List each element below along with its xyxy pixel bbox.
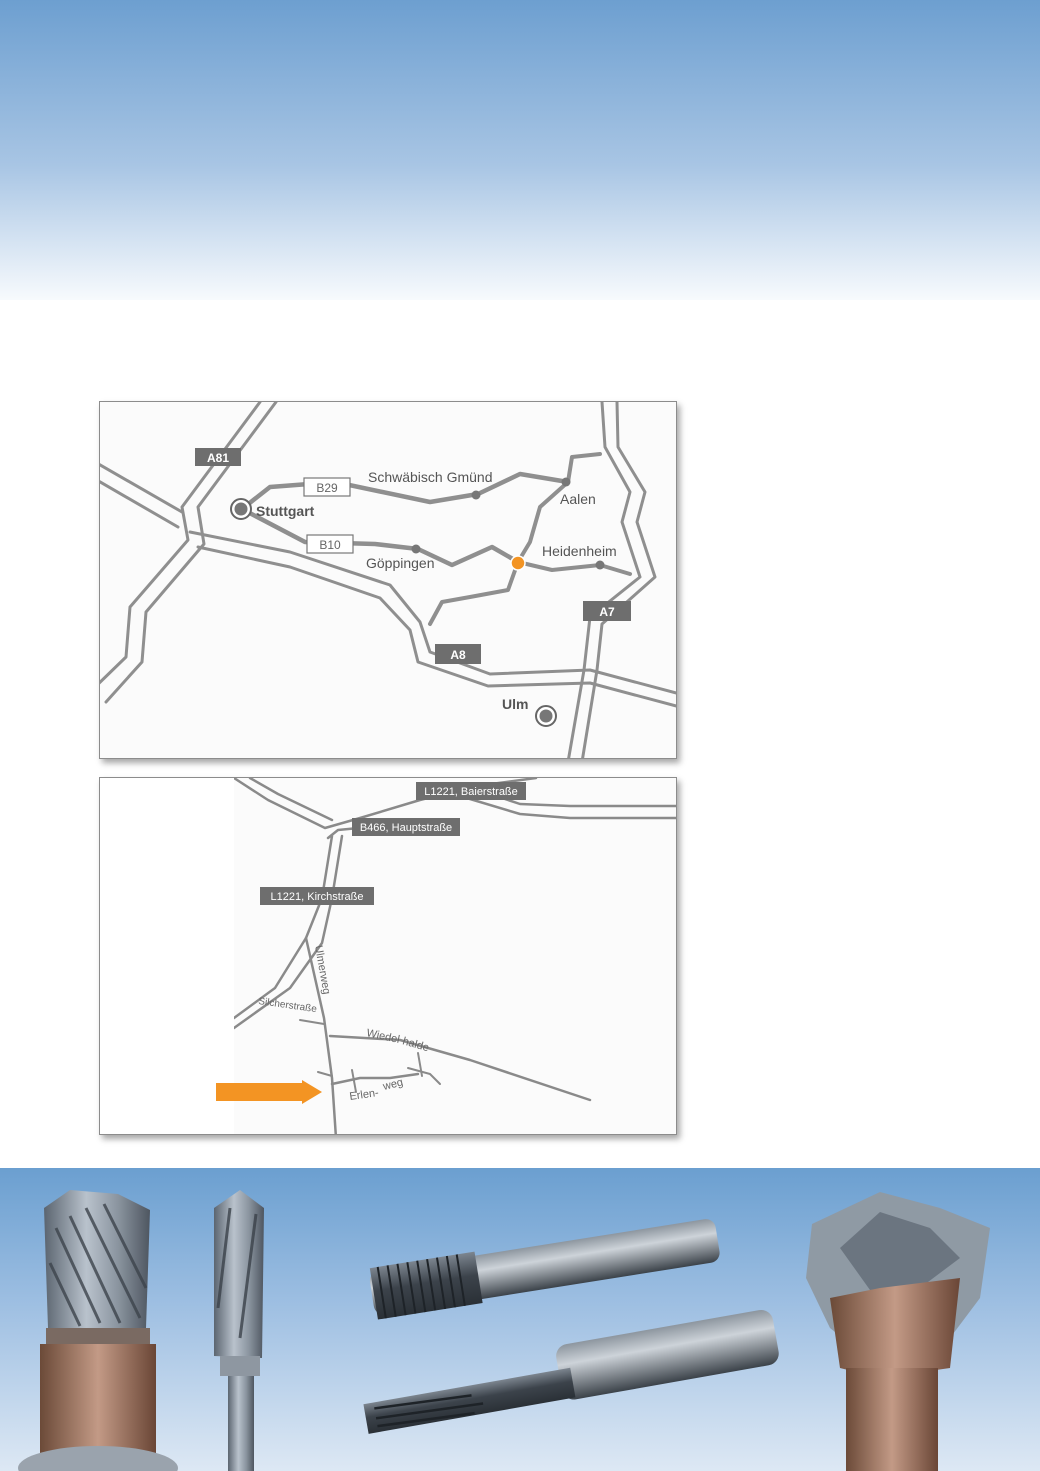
shield-baierstrasse xyxy=(416,782,526,800)
label-wiedel: Wiedel xyxy=(365,1027,401,1046)
label-heidenheim: Heidenheim xyxy=(542,543,617,559)
photo-burr-cutter xyxy=(18,1190,178,1471)
label-silcherstrasse: Silcherstraße xyxy=(257,996,318,1016)
shield-b10 xyxy=(307,535,353,553)
header-gradient-band xyxy=(0,0,1040,300)
label-schwaebisch-gmuend: Schwäbisch Gmünd xyxy=(368,469,493,485)
label-halde: halde xyxy=(401,1035,431,1055)
street-erlenweg xyxy=(332,1074,418,1084)
label-goeppingen: Göppingen xyxy=(366,555,435,571)
shield-kirchstrasse xyxy=(260,887,374,905)
label-aalen: Aalen xyxy=(560,491,596,507)
photo-drill-bit xyxy=(214,1190,264,1471)
label-ulm: Ulm xyxy=(502,696,529,712)
stuttgart-city-marker xyxy=(231,499,251,519)
svg-text:B466, Hauptstraße: B466, Hauptstraße xyxy=(359,822,453,834)
location-arrow xyxy=(216,1080,322,1104)
local-map-canvas xyxy=(100,778,676,1134)
motorway-a81-line xyxy=(100,402,276,702)
photo-end-mill xyxy=(806,1192,990,1471)
company-location-marker xyxy=(511,556,525,570)
shield-b29 xyxy=(304,478,350,496)
svg-text:L1221, Kirchstraße: L1221, Kirchstraße xyxy=(270,891,364,903)
label-weg: weg xyxy=(381,1076,405,1093)
svg-text:A81: A81 xyxy=(206,451,230,465)
shield-a8 xyxy=(435,644,481,664)
shield-a81 xyxy=(195,448,241,466)
ulm-city-marker xyxy=(536,706,556,726)
label-ulmerweg: Ulmerweg xyxy=(312,944,333,996)
label-erlen: Erlen- xyxy=(348,1087,380,1103)
shield-hauptstrasse xyxy=(352,818,460,836)
photo-tap xyxy=(368,1214,722,1320)
svg-text:B29: B29 xyxy=(316,481,338,495)
local-map[interactable] xyxy=(99,777,677,1135)
svg-text:B10: B10 xyxy=(319,538,341,552)
photo-reamer xyxy=(359,1308,780,1436)
regional-map-canvas xyxy=(100,402,676,758)
svg-text:A7: A7 xyxy=(599,605,615,619)
shield-a7 xyxy=(583,601,631,621)
regional-map[interactable] xyxy=(99,401,677,759)
svg-text:A8: A8 xyxy=(450,648,466,662)
label-stuttgart: Stuttgart xyxy=(256,503,315,519)
svg-text:L1221, Baierstraße: L1221, Baierstraße xyxy=(424,786,518,798)
product-photo-band xyxy=(0,1168,1040,1471)
